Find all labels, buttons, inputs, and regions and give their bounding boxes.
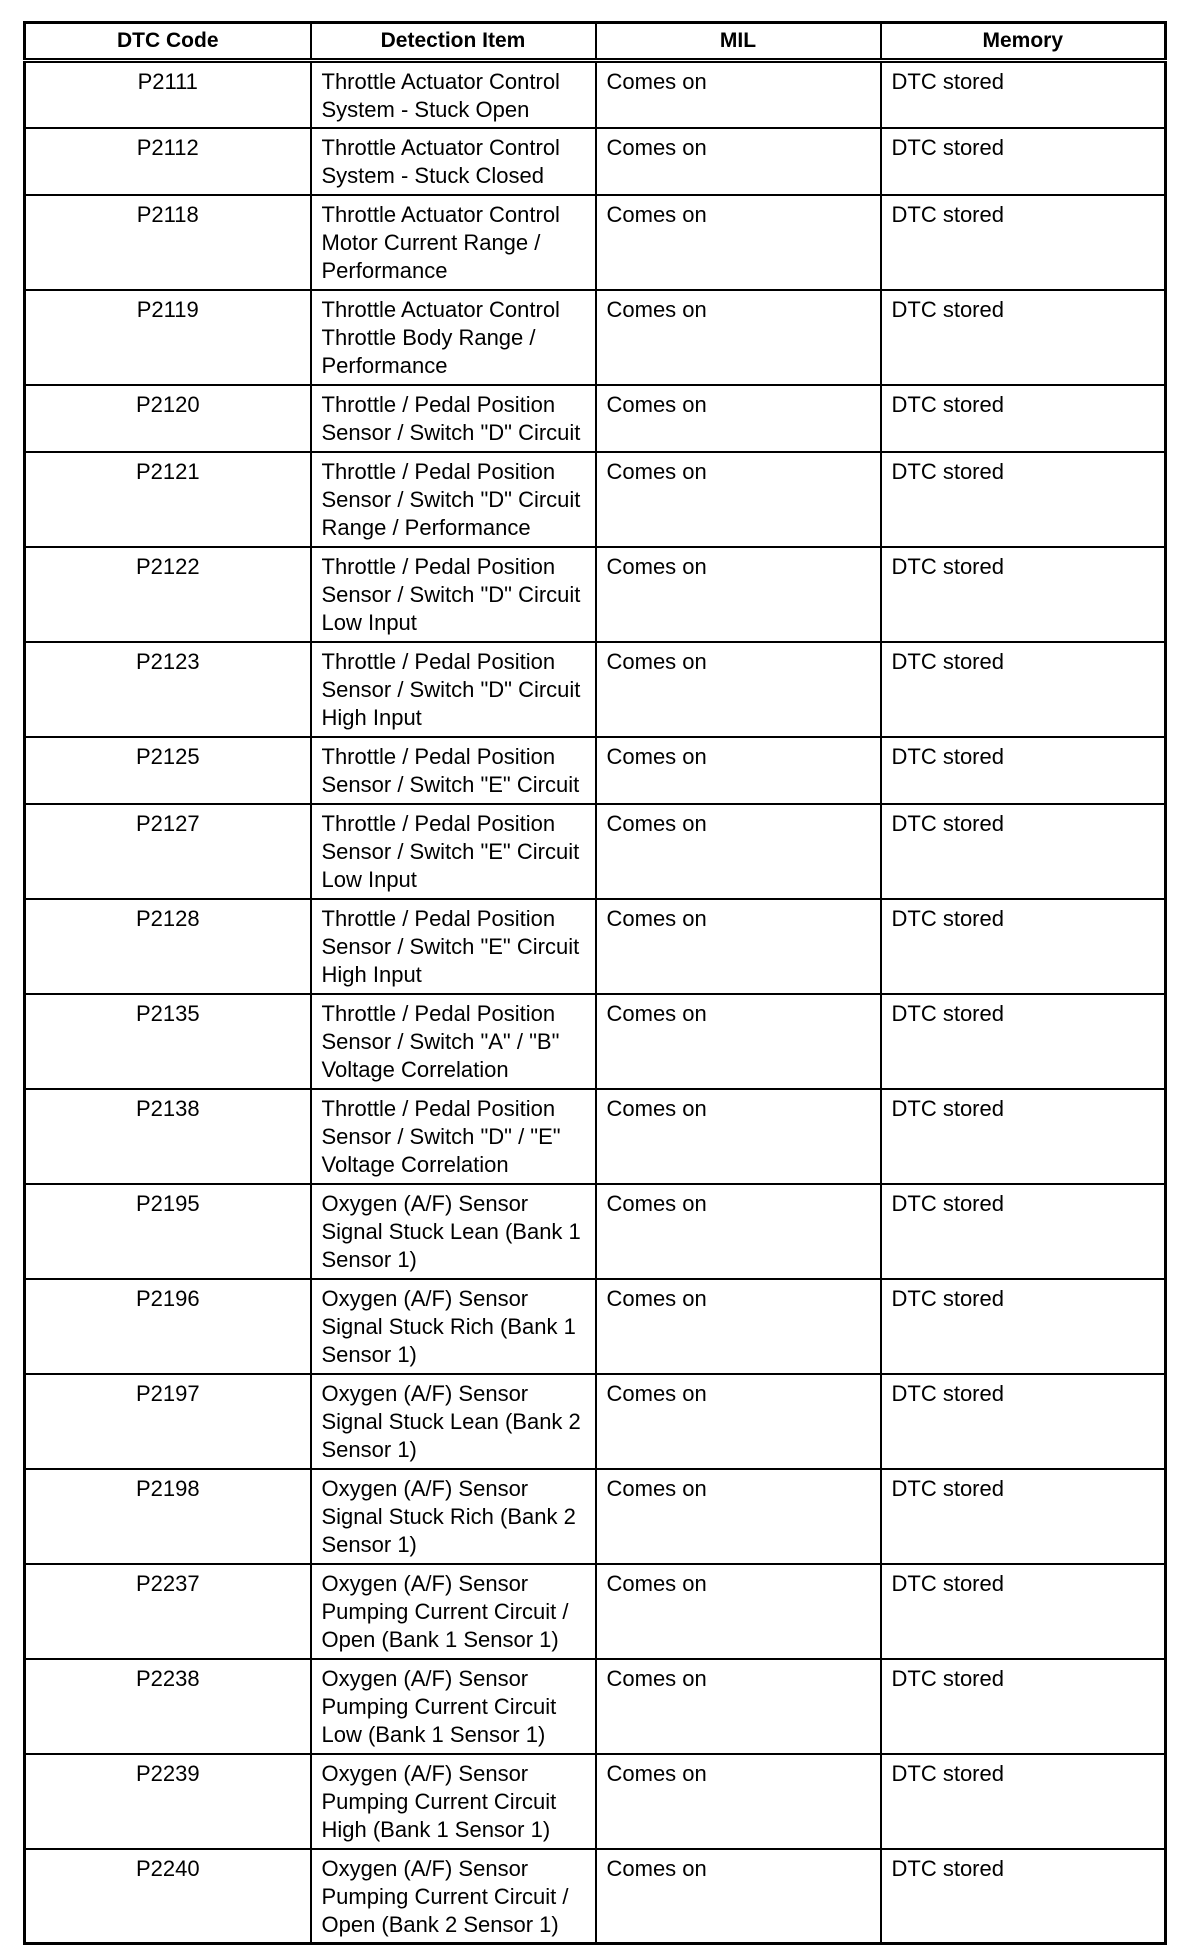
table-row xyxy=(25,128,1166,195)
table-row xyxy=(25,899,1166,994)
memory-cell: DTC stored xyxy=(881,195,1166,290)
detection-item-cell: Throttle / Pedal Position Sensor / Switch "A" / "B" Voltage Correlation xyxy=(311,994,596,1089)
table-row xyxy=(25,1849,1166,1944)
mil-cell: Comes on xyxy=(596,1469,881,1564)
memory-cell: DTC stored xyxy=(881,994,1166,1089)
detection-item-cell: Oxygen (A/F) Sensor Signal Stuck Rich (Bank 1 Sensor 1) xyxy=(311,1279,596,1374)
dtc-code-cell: P2119 xyxy=(25,290,311,385)
memory-cell: DTC stored xyxy=(881,290,1166,385)
table-row xyxy=(25,61,1166,128)
mil-cell: Comes on xyxy=(596,290,881,385)
dtc-code-cell: P2197 xyxy=(25,1374,311,1469)
memory-cell: DTC stored xyxy=(881,1564,1166,1659)
dtc-code-cell: P2121 xyxy=(25,452,311,547)
dtc-table xyxy=(23,21,1167,1945)
header-row xyxy=(25,23,1166,61)
memory-cell: DTC stored xyxy=(881,1469,1166,1564)
dtc-code-cell: P2123 xyxy=(25,642,311,737)
table-body xyxy=(25,61,1166,1944)
detection-item-cell: Oxygen (A/F) Sensor Pumping Current Circuit / Open (Bank 2 Sensor 1) xyxy=(311,1849,596,1944)
table-row xyxy=(25,290,1166,385)
detection-item-cell: Oxygen (A/F) Sensor Pumping Current Circuit / Open (Bank 1 Sensor 1) xyxy=(311,1564,596,1659)
dtc-code-cell: P2135 xyxy=(25,994,311,1089)
dtc-code-cell: P2118 xyxy=(25,195,311,290)
dtc-code-cell: P2195 xyxy=(25,1184,311,1279)
detection-item-cell: Oxygen (A/F) Sensor Signal Stuck Lean (Bank 1 Sensor 1) xyxy=(311,1184,596,1279)
mil-cell: Comes on xyxy=(596,1564,881,1659)
table-row xyxy=(25,1659,1166,1754)
detection-item-cell: Throttle / Pedal Position Sensor / Switch "D" Circuit xyxy=(311,385,596,452)
mil-cell: Comes on xyxy=(596,195,881,290)
mil-cell: Comes on xyxy=(596,1659,881,1754)
dtc-code-cell: P2111 xyxy=(25,61,311,128)
memory-cell: DTC stored xyxy=(881,452,1166,547)
dtc-code-cell: P2122 xyxy=(25,547,311,642)
table-row xyxy=(25,642,1166,737)
detection-item-cell: Throttle / Pedal Position Sensor / Switch "D" Circuit Range / Performance xyxy=(311,452,596,547)
dtc-code-cell: P2127 xyxy=(25,804,311,899)
memory-cell: DTC stored xyxy=(881,1184,1166,1279)
header-mil: MIL xyxy=(596,23,881,61)
dtc-code-cell: P2196 xyxy=(25,1279,311,1374)
mil-cell: Comes on xyxy=(596,61,881,128)
detection-item-cell: Throttle / Pedal Position Sensor / Switch "E" Circuit High Input xyxy=(311,899,596,994)
memory-cell: DTC stored xyxy=(881,804,1166,899)
table-row xyxy=(25,1184,1166,1279)
table-row xyxy=(25,1374,1166,1469)
table-row xyxy=(25,385,1166,452)
mil-cell: Comes on xyxy=(596,737,881,804)
table-row xyxy=(25,195,1166,290)
mil-cell: Comes on xyxy=(596,547,881,642)
table-row xyxy=(25,737,1166,804)
detection-item-cell: Throttle Actuator Control Throttle Body Range / Performance xyxy=(311,290,596,385)
mil-cell: Comes on xyxy=(596,385,881,452)
dtc-code-cell: P2128 xyxy=(25,899,311,994)
memory-cell: DTC stored xyxy=(881,1754,1166,1849)
memory-cell: DTC stored xyxy=(881,899,1166,994)
mil-cell: Comes on xyxy=(596,804,881,899)
memory-cell: DTC stored xyxy=(881,1279,1166,1374)
detection-item-cell: Throttle / Pedal Position Sensor / Switch "D" Circuit High Input xyxy=(311,642,596,737)
mil-cell: Comes on xyxy=(596,1374,881,1469)
memory-cell: DTC stored xyxy=(881,385,1166,452)
table-row xyxy=(25,1754,1166,1849)
detection-item-cell: Oxygen (A/F) Sensor Signal Stuck Rich (Bank 2 Sensor 1) xyxy=(311,1469,596,1564)
table-row xyxy=(25,1279,1166,1374)
memory-cell: DTC stored xyxy=(881,1089,1166,1184)
mil-cell: Comes on xyxy=(596,1754,881,1849)
dtc-code-cell: P2198 xyxy=(25,1469,311,1564)
detection-item-cell: Throttle Actuator Control System - Stuck Closed xyxy=(311,128,596,195)
mil-cell: Comes on xyxy=(596,128,881,195)
detection-item-cell: Oxygen (A/F) Sensor Pumping Current Circuit Low (Bank 1 Sensor 1) xyxy=(311,1659,596,1754)
detection-item-cell: Oxygen (A/F) Sensor Pumping Current Circuit High (Bank 1 Sensor 1) xyxy=(311,1754,596,1849)
table-row xyxy=(25,547,1166,642)
mil-cell: Comes on xyxy=(596,1184,881,1279)
header-detection-item: Detection Item xyxy=(311,23,596,61)
table-row xyxy=(25,804,1166,899)
dtc-code-cell: P2138 xyxy=(25,1089,311,1184)
memory-cell: DTC stored xyxy=(881,1659,1166,1754)
detection-item-cell: Throttle / Pedal Position Sensor / Switch "E" Circuit Low Input xyxy=(311,804,596,899)
detection-item-cell: Throttle Actuator Control Motor Current Range / Performance xyxy=(311,195,596,290)
memory-cell: DTC stored xyxy=(881,1849,1166,1944)
detection-item-cell: Throttle / Pedal Position Sensor / Switch "E" Circuit xyxy=(311,737,596,804)
table-row xyxy=(25,452,1166,547)
table-row xyxy=(25,994,1166,1089)
dtc-code-cell: P2240 xyxy=(25,1849,311,1944)
dtc-code-cell: P2112 xyxy=(25,128,311,195)
memory-cell: DTC stored xyxy=(881,1374,1166,1469)
header-dtc-code: DTC Code xyxy=(25,23,311,61)
detection-item-cell: Throttle / Pedal Position Sensor / Switch "D" Circuit Low Input xyxy=(311,547,596,642)
memory-cell: DTC stored xyxy=(881,128,1166,195)
dtc-code-cell: P2239 xyxy=(25,1754,311,1849)
mil-cell: Comes on xyxy=(596,1089,881,1184)
mil-cell: Comes on xyxy=(596,1849,881,1944)
header-memory: Memory xyxy=(881,23,1166,61)
memory-cell: DTC stored xyxy=(881,61,1166,128)
dtc-code-cell: P2238 xyxy=(25,1659,311,1754)
table-row xyxy=(25,1089,1166,1184)
memory-cell: DTC stored xyxy=(881,547,1166,642)
mil-cell: Comes on xyxy=(596,899,881,994)
dtc-code-cell: P2237 xyxy=(25,1564,311,1659)
mil-cell: Comes on xyxy=(596,994,881,1089)
memory-cell: DTC stored xyxy=(881,642,1166,737)
mil-cell: Comes on xyxy=(596,1279,881,1374)
table-row xyxy=(25,1469,1166,1564)
mil-cell: Comes on xyxy=(596,452,881,547)
table-header xyxy=(25,23,1166,61)
detection-item-cell: Throttle / Pedal Position Sensor / Switch "D" / "E" Voltage Correlation xyxy=(311,1089,596,1184)
memory-cell: DTC stored xyxy=(881,737,1166,804)
table-row xyxy=(25,1564,1166,1659)
dtc-code-cell: P2120 xyxy=(25,385,311,452)
mil-cell: Comes on xyxy=(596,642,881,737)
dtc-code-cell: P2125 xyxy=(25,737,311,804)
detection-item-cell: Throttle Actuator Control System - Stuck Open xyxy=(311,61,596,128)
detection-item-cell: Oxygen (A/F) Sensor Signal Stuck Lean (Bank 2 Sensor 1) xyxy=(311,1374,596,1469)
